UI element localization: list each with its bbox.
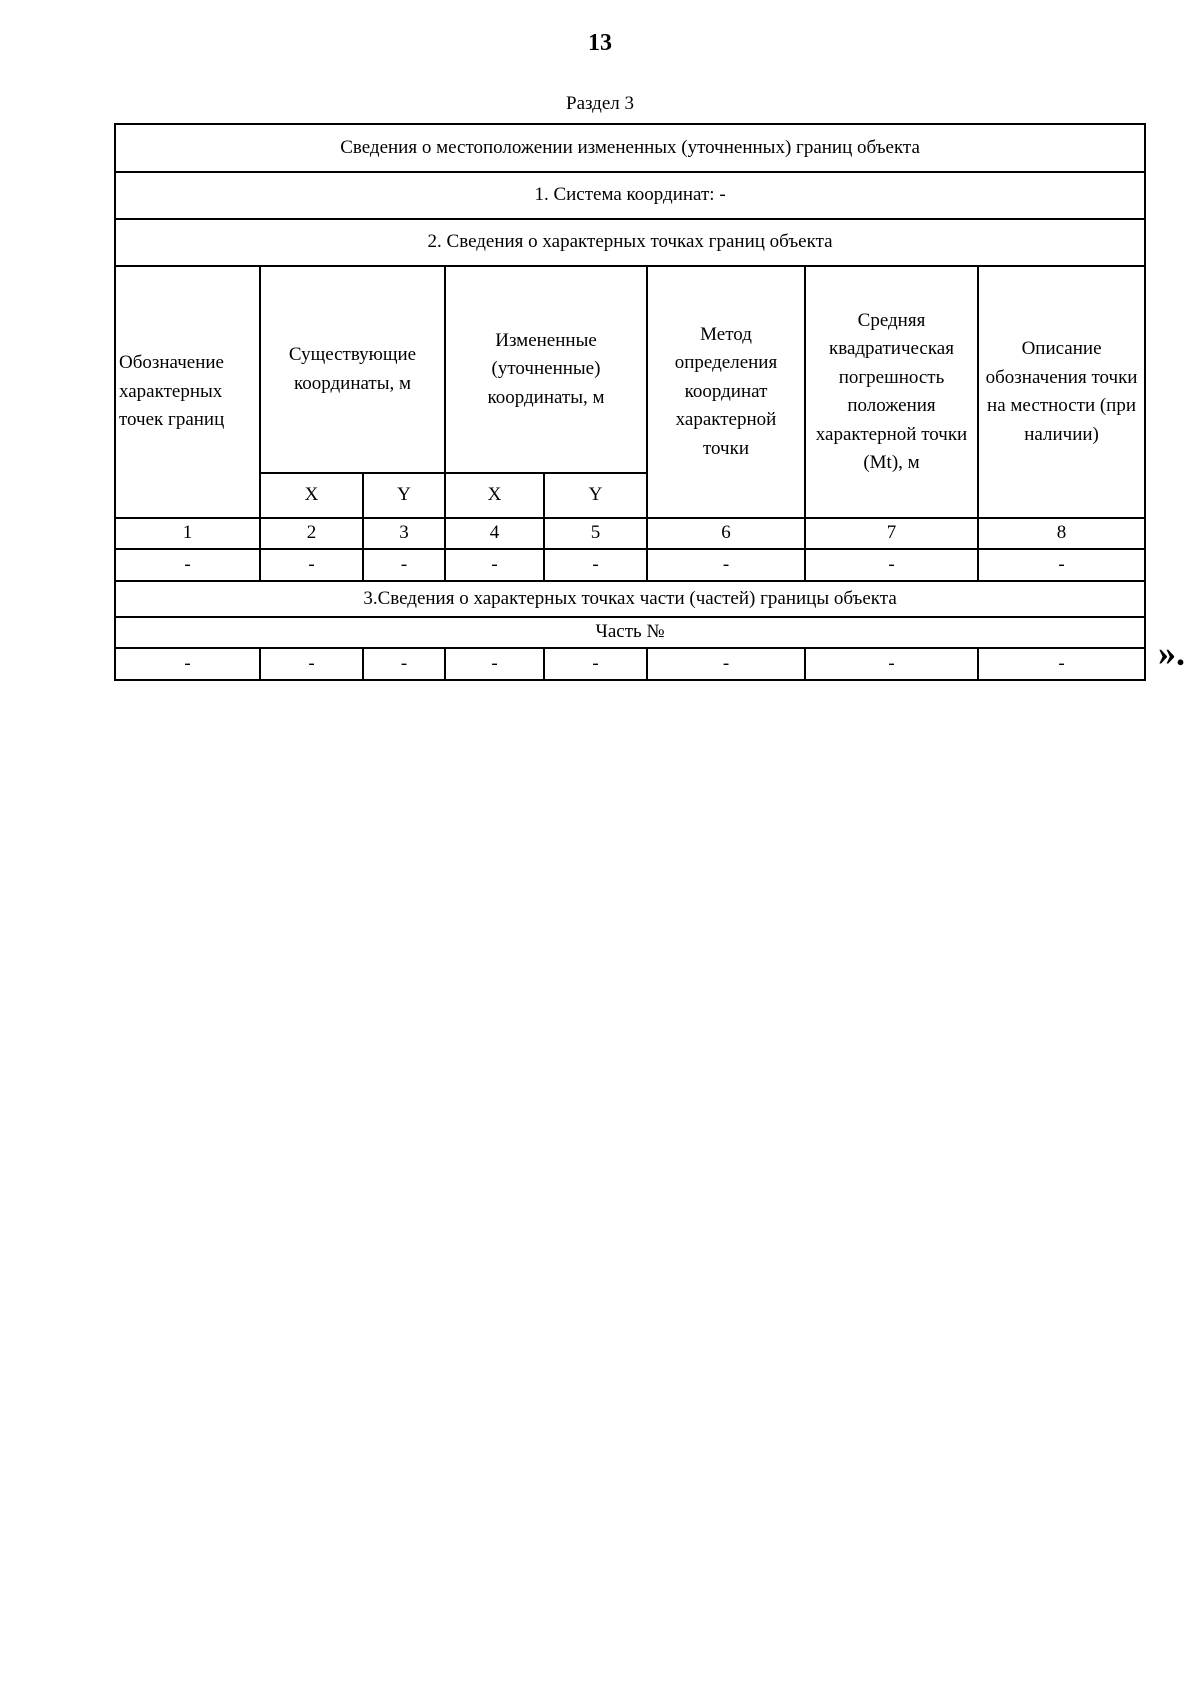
col-header-description: Описание обозначения точки на местности (при наличии) [978, 266, 1145, 518]
col-header-designation: Обозначение характерных точек границ [115, 266, 260, 518]
table-cell: - [115, 549, 260, 581]
col-header-changed: Измененные (уточненные) координаты, м [445, 266, 647, 473]
part-label: Часть № [115, 617, 1145, 648]
coord-system-row [115, 172, 1145, 219]
table-cell: - [647, 648, 805, 680]
parts-header-row [115, 581, 1145, 617]
column-number: 5 [544, 518, 647, 549]
column-number: 6 [647, 518, 805, 549]
table-cell: - [805, 648, 978, 680]
table-row [115, 648, 1145, 680]
col-header-changed-x: X [445, 473, 544, 518]
col-header-method: Метод определения координат характерной точки [647, 266, 805, 518]
table-cell: - [260, 549, 363, 581]
column-number-row [115, 518, 1145, 549]
table-cell: - [805, 549, 978, 581]
table-cell: - [978, 648, 1145, 680]
table-cell: - [363, 549, 445, 581]
col-header-existing-x: X [260, 473, 363, 518]
parts-header: 3.Сведения о характерных точках части (частей) границы объекта [115, 581, 1145, 617]
table-cell: - [115, 648, 260, 680]
table-cell: - [363, 648, 445, 680]
table-cell: - [260, 648, 363, 680]
col-header-existing: Существующие координаты, м [260, 266, 445, 473]
table-cell: - [647, 549, 805, 581]
table-row [115, 549, 1145, 581]
column-header-row [115, 266, 1145, 473]
col-header-error: Средняя квадратическая погрешность положения характерной точки (Mt), м [805, 266, 978, 518]
column-number: 4 [445, 518, 544, 549]
coord-system-label: 1. Система координат: - [115, 172, 1145, 219]
closing-quote-mark: ». [1158, 633, 1185, 673]
table-cell: - [445, 648, 544, 680]
table-cell: - [978, 549, 1145, 581]
table-title: Сведения о местоположении измененных (уточненных) границ объекта [115, 124, 1145, 172]
table-title-row [115, 124, 1145, 172]
column-number: 7 [805, 518, 978, 549]
points-header-row [115, 219, 1145, 266]
column-number: 3 [363, 518, 445, 549]
col-header-existing-y: Y [363, 473, 445, 518]
table-cell: - [544, 648, 647, 680]
column-number: 2 [260, 518, 363, 549]
table-cell: - [445, 549, 544, 581]
page-number: 13 [588, 30, 612, 56]
section-label: Раздел 3 [566, 93, 634, 114]
column-number: 8 [978, 518, 1145, 549]
col-header-changed-y: Y [544, 473, 647, 518]
points-header: 2. Сведения о характерных точках границ объекта [115, 219, 1145, 266]
table-cell: - [544, 549, 647, 581]
part-label-row [115, 617, 1145, 648]
column-number: 1 [115, 518, 260, 549]
boundary-table [114, 123, 1146, 681]
